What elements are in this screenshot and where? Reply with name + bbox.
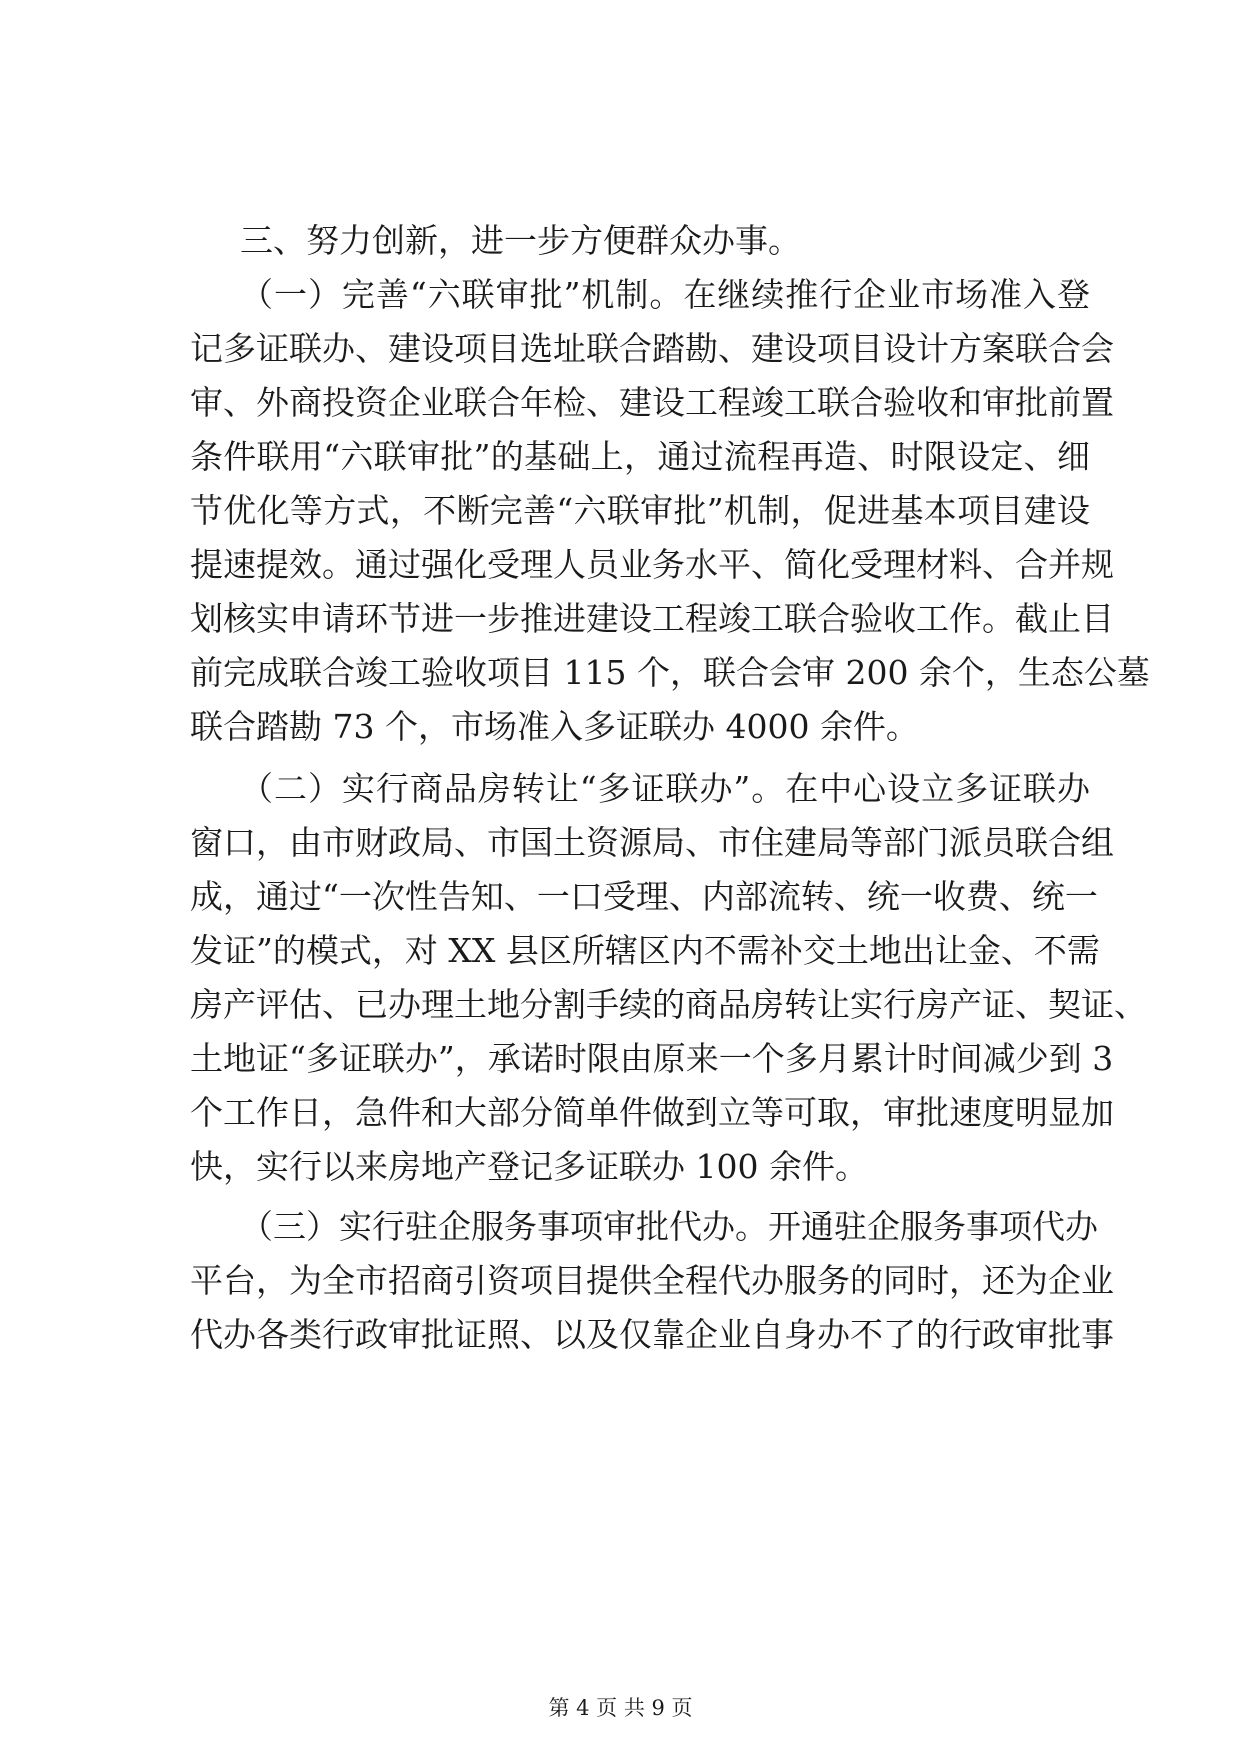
- paragraph-line: 条件联用“六联审批”的基础上，通过流程再造、时限设定、细: [190, 437, 1090, 476]
- paragraph-line: 前完成联合竣工验收项目 115 个，联合会审 200 余个，生态公墓: [190, 653, 1150, 692]
- paragraph-line: （一）完善“六联审批”机制。在继续推行企业市场准入登: [240, 275, 1090, 314]
- paragraph-line: 房产评估、已办理土地分割手续的商品房转让实行房产证、契证、: [190, 985, 1147, 1024]
- paragraph-line: 联合踏勘 73 个，市场准入多证联办 4000 余件。: [190, 707, 919, 746]
- paragraph-line: 成，通过“一次性告知、一口受理、内部流转、统一收费、统一: [190, 877, 1098, 916]
- section-heading: 三、努力创新，进一步方便群众办事。: [240, 221, 801, 260]
- paragraph-line: 快，实行以来房地产登记多证联办 100 余件。: [190, 1147, 868, 1186]
- paragraph-line: 发证”的模式，对 XX 县区所辖区内不需补交土地出让金、不需: [190, 931, 1100, 970]
- paragraph-line: 提速提效。通过强化受理人员业务水平、简化受理材料、合并规: [190, 545, 1114, 584]
- paragraph-line: 土地证“多证联办”，承诺时限由原来一个多月累计时间减少到 3: [190, 1039, 1114, 1078]
- paragraph-line: 平台，为全市招商引资项目提供全程代办服务的同时，还为企业: [190, 1261, 1114, 1300]
- paragraph-line: 审、外商投资企业联合年检、建设工程竣工联合验收和审批前置: [190, 383, 1114, 422]
- paragraph-line: 个工作日，急件和大部分简单件做到立等可取，审批速度明显加: [190, 1093, 1114, 1132]
- paragraph-line: 代办各类行政审批证照、以及仅靠企业自身办不了的行政审批事: [190, 1315, 1114, 1354]
- page-number-footer: 第 4 页 共 9 页: [548, 1696, 693, 1720]
- paragraph-line: 划核实申请环节进一步推进建设工程竣工联合验收工作。截止目: [190, 599, 1114, 638]
- paragraph-line: （三）实行驻企服务事项审批代办。开通驻企服务事项代办: [240, 1207, 1098, 1246]
- paragraph-line: 节优化等方式，不断完善“六联审批”机制，促进基本项目建设: [190, 491, 1090, 530]
- paragraph-line: 窗口，由市财政局、市国土资源局、市住建局等部门派员联合组: [190, 823, 1114, 862]
- paragraph-line: 记多证联办、建设项目选址联合踏勘、建设项目设计方案联合会: [190, 329, 1114, 368]
- paragraph-line: （二）实行商品房转让“多证联办”。在中心设立多证联办: [240, 769, 1090, 808]
